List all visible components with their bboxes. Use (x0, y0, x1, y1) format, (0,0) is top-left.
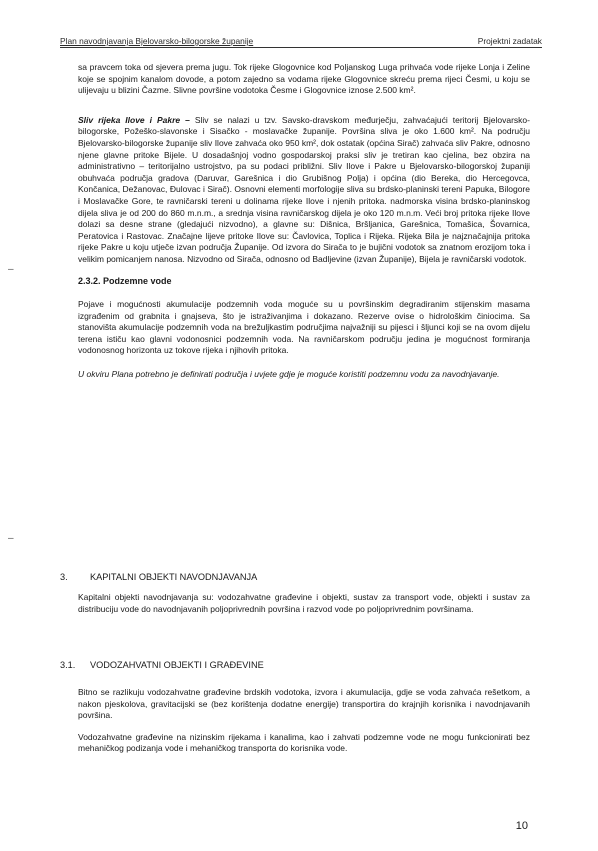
paragraph-intake-mountain: Bitno se razlikuju vodozahvatne građevine brdskih vodotoka, izvora i akumulacija, gdje se voda zahvaća rešetkom, a nakon pjeskolova, gravitacijski se (bez korištenja dodatne energije) transportira do krajnjih korisnika i navodnjavanih površina. (78, 687, 530, 721)
margin-mark: – (8, 264, 14, 275)
paragraph-ilova-text: Sliv se nalazi u tzv. Savsko-dravskom međurječju, zahvaćajući teritorij Bjelovarsko-bilogorske, Požeško-slavonske i Sisačko - moslavačke županije. Površina sliva je oko 1.600 km². Na području Bjelovarsko-bilogorske županije sliv Ilove zahvaća oko 950 km², dok ostatak (općina Sirač) zahvaća sliv Pakre, odnosno njene glavne pritoke Bijele. U dosadašnjoj vodno gospodarskoj praksi sliv je tretiran kao cjelina, bez obzira na administrativno – teritorijalno ustrojstvo, pa su podaci približni. Sliv Ilove i Pakre u Bjelovarsko-bilogorskoj županiji obuhvaća područja gradova (Daruvar, Garešnica i dio Grubišnog Polja) i općina (dio Bereka, dio Hercegovca, Končanica, Dežanovac, Đulovac i Sirač). Osnovni elementi morfologije sliva su brdsko-planinski tereni Papuka, Bilogore i Moslavačke Gore, te ravničarski tereni u dolinama rijeke Ilove i njenih pritoka. nadmorska visina brdsko-planinskog dijela sliva je od 200 do 860 m.n.m., a srednja visina ravničarskog dijela je oko 120 m.n.m. Veći broj pritoka rijeke Ilove dolazi sa desne strane (gledajući nizvodno), a glavne su: Dišnica, Bršljanica, Garešnica, Tomašica, Šovarnica, Peratovica i Rastovac. Značajne lijeve pritoke Ilove su: Čavlovica, Toplica i Rijeka. Rijeka Bila je najznačajnija pritoka rijeke Pakre u koju utječe izvan područja Županije. Od izvora do Sirača to je bujični vodotok sa znatnom erozijom toka i velikim pomicanjem nanosa. Nizvodno od Sirača, odnosno od Badljevine (izvan Županije), Bijela je ravničarski vodotok. (78, 114, 530, 264)
body-text-section-3 (78, 592, 530, 625)
page-number: 10 (515, 820, 528, 832)
paragraph-lead: Sliv rijeka Ilove i Pakre – (78, 114, 190, 125)
paragraph-ilova-pakra (78, 115, 530, 266)
header-title: Plan navodnjavanja Bjelovarsko-bilogorske županije (60, 36, 254, 46)
paragraph-glogovnica: sa pravcem toka od sjevera prema jugu. Tok rijeke Glogovnice kod Poljanskog Luga prihvaća vode rijeke Lonja i Zeline koje se spojnim kanalom dovode, a potom zajedno sa vodama rijeke Glogovnice skreću prema rijeci Česmi, u koju se ulijevaju u blizini Čazme. Slivne površine vodotoka Česme i Glogovnice iznose 2.500 km². (78, 62, 530, 96)
paragraph-intake-lowland: Vodozahvatne građevine na nizinskim rijekama i kanalima, kao i zahvati podzemne vode ne mogu funkcionirati bez mehaničkog podizanja vode i mehaničkog transporta do korisnika vode. (78, 731, 530, 754)
header-section: Projektni zadatak (477, 36, 542, 46)
margin-mark: – (8, 533, 14, 544)
body-text-upper (78, 62, 530, 391)
section-3-heading (60, 572, 257, 582)
section-number: 3.1. (60, 660, 76, 670)
header-rule (60, 47, 542, 48)
heading-groundwater: 2.3.2. Podzemne vode (78, 275, 172, 286)
section-title: KAPITALNI OBJEKTI NAVODNJAVANJA (90, 572, 258, 582)
section-number: 3. (60, 572, 68, 582)
section-title: VODOZAHVATNI OBJEKTI I GRAĐEVINE (90, 660, 264, 670)
paragraph-capital-objects: Kapitalni objekti navodnjavanja su: vodozahvatne građevine i objekti, sustav za transport vode, objekti i sustav za distribuciju vode do navodnjavanih poljoprivrednih površina i razvod vode po poljoprivrednim površinama. (78, 592, 530, 614)
section-3-1-heading (60, 660, 264, 670)
body-text-section-3-1 (78, 687, 530, 765)
paragraph-groundwater: Pojave i mogućnosti akumulacije podzemnih voda moguće su u površinskim degradiranim stijenskim masama izgrađenim od grabnita i gnajseva, što je istraživanjima i dokazano. Rezerve ovise o hidrološkim činiocima. Sa stanovišta akumulacije podzemnih voda na brežuljkastim područjima najvažniji su pijesci i šljunci koji se na ovom dijelu terena ističu kao glavni vodonosnici podzemnih voda. Na ravničarskom području jedina je mogućnost formiranja vodonosnog horizonta uz tokove rijeka i njihovih pritoka. (78, 299, 530, 356)
paragraph-plan-note: U okviru Plana potrebno je definirati područja i uvjete gdje je moguće koristiti podzemnu vodu za navodnjavanje. (78, 369, 500, 380)
